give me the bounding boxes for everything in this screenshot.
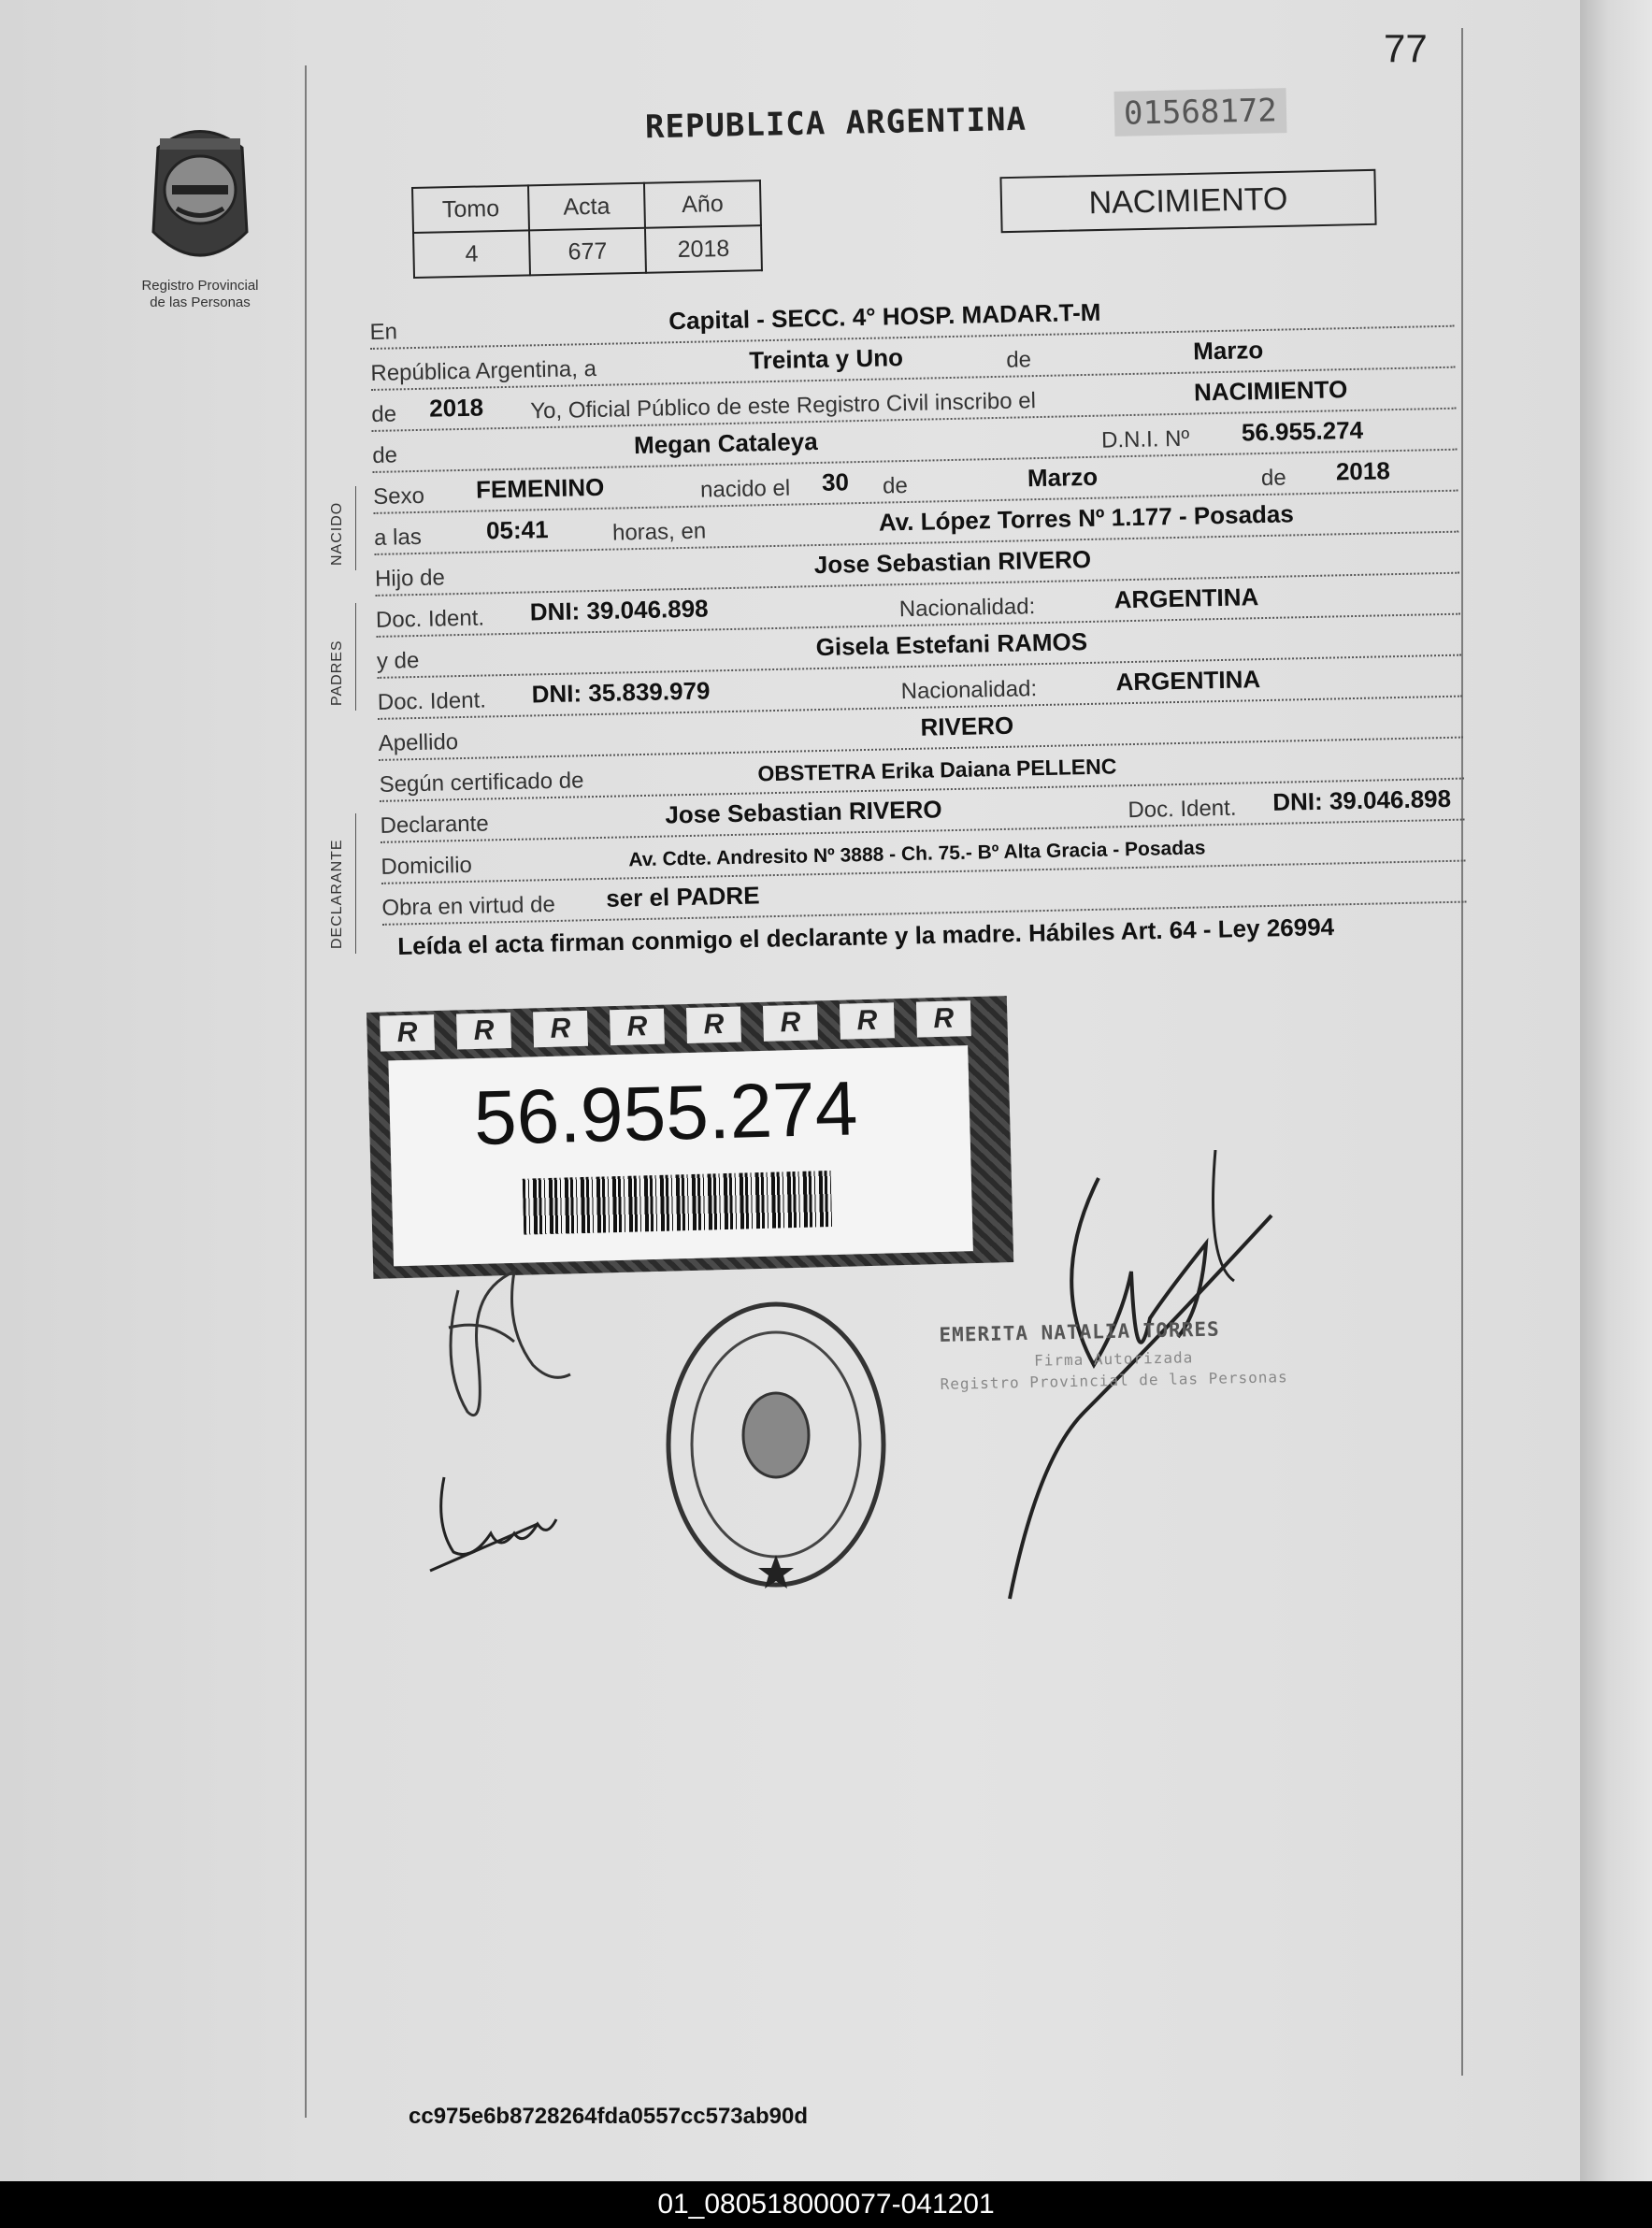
value-anio: 2018: [645, 225, 762, 273]
value-padre-nac: ARGENTINA: [1113, 582, 1259, 614]
value-padre: Jose Sebastian RIVERO: [813, 544, 1092, 580]
footer-id: 01_080518000077-041201: [0, 2181, 1652, 2228]
sticker-r-glyph: R: [840, 1002, 895, 1040]
value-mes: Marzo: [1192, 335, 1264, 366]
page-edge: [1580, 0, 1652, 2181]
sticker-r-glyph: R: [610, 1009, 665, 1046]
birth-record-form: [369, 286, 1467, 926]
bracket-nacido: [355, 486, 356, 570]
serial-number: 01568172: [1114, 88, 1287, 137]
declarant-signature: [425, 1468, 566, 1580]
closing-text: Leída el acta firman conmigo el declarante y la madre. Hábiles Art. 64 - Ley 26994: [397, 913, 1335, 960]
value-madre-nac: ARGENTINA: [1115, 665, 1261, 697]
right-margin-line: [1461, 28, 1463, 2076]
value-dia-texto: Treinta y Uno: [748, 343, 904, 375]
value-obra: ser el PADRE: [605, 881, 760, 913]
value-nac-anio: 2018: [1335, 456, 1391, 486]
value-madre-doc: DNI: 35.839.979: [531, 676, 711, 709]
label-segun: Según certificado de: [379, 768, 584, 798]
value-hora: 05:41: [485, 515, 549, 545]
value-lugar: Capital - SECC. 4° HOSP. MADAR.T-M: [668, 297, 1101, 336]
label-sexo: Sexo: [372, 482, 425, 510]
document-hash: cc975e6b8728264fda0557cc573ab90d: [409, 2104, 809, 2129]
label-inscribo: Yo, Oficial Público de este Registro Civil inscribo el: [530, 388, 1037, 424]
page-number: 77: [1384, 26, 1428, 70]
value-sexo: FEMENINO: [475, 472, 605, 504]
side-label-padres: PADRES: [329, 640, 345, 706]
value-nombre: Megan Cataleya: [633, 426, 818, 460]
label-obra: Obra en virtud de: [381, 891, 556, 921]
sticker-r-glyph: R: [763, 1004, 818, 1042]
sticker-r-glyph: R: [533, 1011, 588, 1048]
label-en: En: [369, 319, 398, 345]
registrar-line2: Firma Autorizada: [1033, 1348, 1194, 1370]
label-domicilio: Domicilio: [381, 852, 473, 880]
sticker-label: [388, 1045, 973, 1266]
value-tipo: NACIMIENTO: [1193, 375, 1348, 407]
barcode: [523, 1171, 832, 1235]
label-dni: D.N.I. Nº: [1100, 425, 1190, 453]
value-anio: 2018: [428, 393, 484, 423]
label-horas-en: horas, en: [611, 518, 707, 546]
label-doc-padre: Doc. Ident.: [375, 605, 485, 633]
logo-caption-line1: Registro Provincial: [141, 278, 259, 294]
label-nacionalidad-madre: Nacionalidad:: [900, 676, 1038, 705]
logo-caption-line2: de las Personas: [150, 295, 251, 310]
sticker-r-glyph: R: [380, 1014, 435, 1052]
registrar-block: [939, 1316, 1288, 1393]
mother-signature: [421, 1253, 589, 1440]
label-de: de: [1006, 347, 1032, 373]
register-table: [411, 180, 763, 279]
label-de-nombre: de: [372, 442, 398, 468]
logo-caption: [125, 278, 275, 311]
label-de-anio: de: [371, 401, 397, 427]
header-acta: Acta: [528, 183, 645, 231]
label-nacionalidad-padre: Nacionalidad:: [898, 594, 1036, 623]
registrar-line3: Registro Provincial de las Personas: [940, 1368, 1288, 1393]
value-nac-mes: Marzo: [1027, 462, 1099, 493]
value-dni: 56.955.274: [1241, 415, 1364, 447]
coat-of-arms-icon: [139, 120, 261, 269]
sticker-r-glyph: R: [686, 1007, 741, 1044]
dni-sticker: [366, 996, 1013, 1279]
label-nacido: nacido el: [699, 475, 791, 503]
value-padre-doc: DNI: 39.046.898: [529, 594, 709, 626]
value-declarante-doc: DNI: 39.046.898: [1271, 783, 1452, 816]
left-margin-line: [305, 65, 307, 2118]
label-republica: República Argentina, a: [370, 355, 597, 386]
header-anio: Año: [644, 180, 761, 228]
record-type-box: NACIMIENTO: [999, 169, 1376, 233]
bracket-declarante: [355, 813, 356, 954]
header-tomo: Tomo: [412, 185, 529, 233]
value-tomo: 4: [413, 230, 530, 278]
sticker-r-glyph: R: [916, 1000, 971, 1038]
value-declarante: Jose Sebastian RIVERO: [665, 795, 942, 829]
document-title: REPUBLICA ARGENTINA: [644, 100, 1027, 147]
label-apellido: Apellido: [378, 729, 459, 756]
side-label-declarante: DECLARANTE: [329, 839, 345, 949]
value-apellido: RIVERO: [920, 711, 1014, 741]
value-madre: Gisela Estefani RAMOS: [815, 626, 1088, 662]
label-hijo: Hijo de: [374, 565, 446, 592]
official-seal: [659, 1295, 893, 1594]
value-nac-dia: 30: [821, 467, 850, 496]
value-domicilio: Av. Cdte. Andresito Nº 3888 - Ch. 75.- Bº Alta Gracia - Posadas: [628, 837, 1206, 871]
value-certificado: OBSTETRA Erika Daiana PELLENC: [757, 754, 1117, 786]
bracket-padres: [355, 603, 356, 711]
label-de-nac-anio: de: [1260, 465, 1286, 492]
registry-logo: [125, 120, 275, 325]
label-y-de: y de: [376, 647, 420, 674]
label-doc-madre: Doc. Ident.: [377, 687, 487, 715]
value-lugar-nac: Av. López Torres Nº 1.177 - Posadas: [878, 499, 1295, 537]
value-acta: 677: [529, 228, 646, 276]
registrar-name: EMERITA NATALIA TORRES: [939, 1317, 1220, 1346]
label-a-las: a las: [373, 524, 423, 551]
label-declarante: Declarante: [380, 811, 489, 839]
sticker-r-glyph: R: [456, 1013, 511, 1050]
sticker-number: 56.955.274: [472, 1066, 859, 1162]
side-label-nacido: NACIDO: [329, 501, 345, 566]
label-de-nac-mes: de: [882, 472, 909, 499]
label-doc-declarante: Doc. Ident.: [1128, 795, 1237, 824]
